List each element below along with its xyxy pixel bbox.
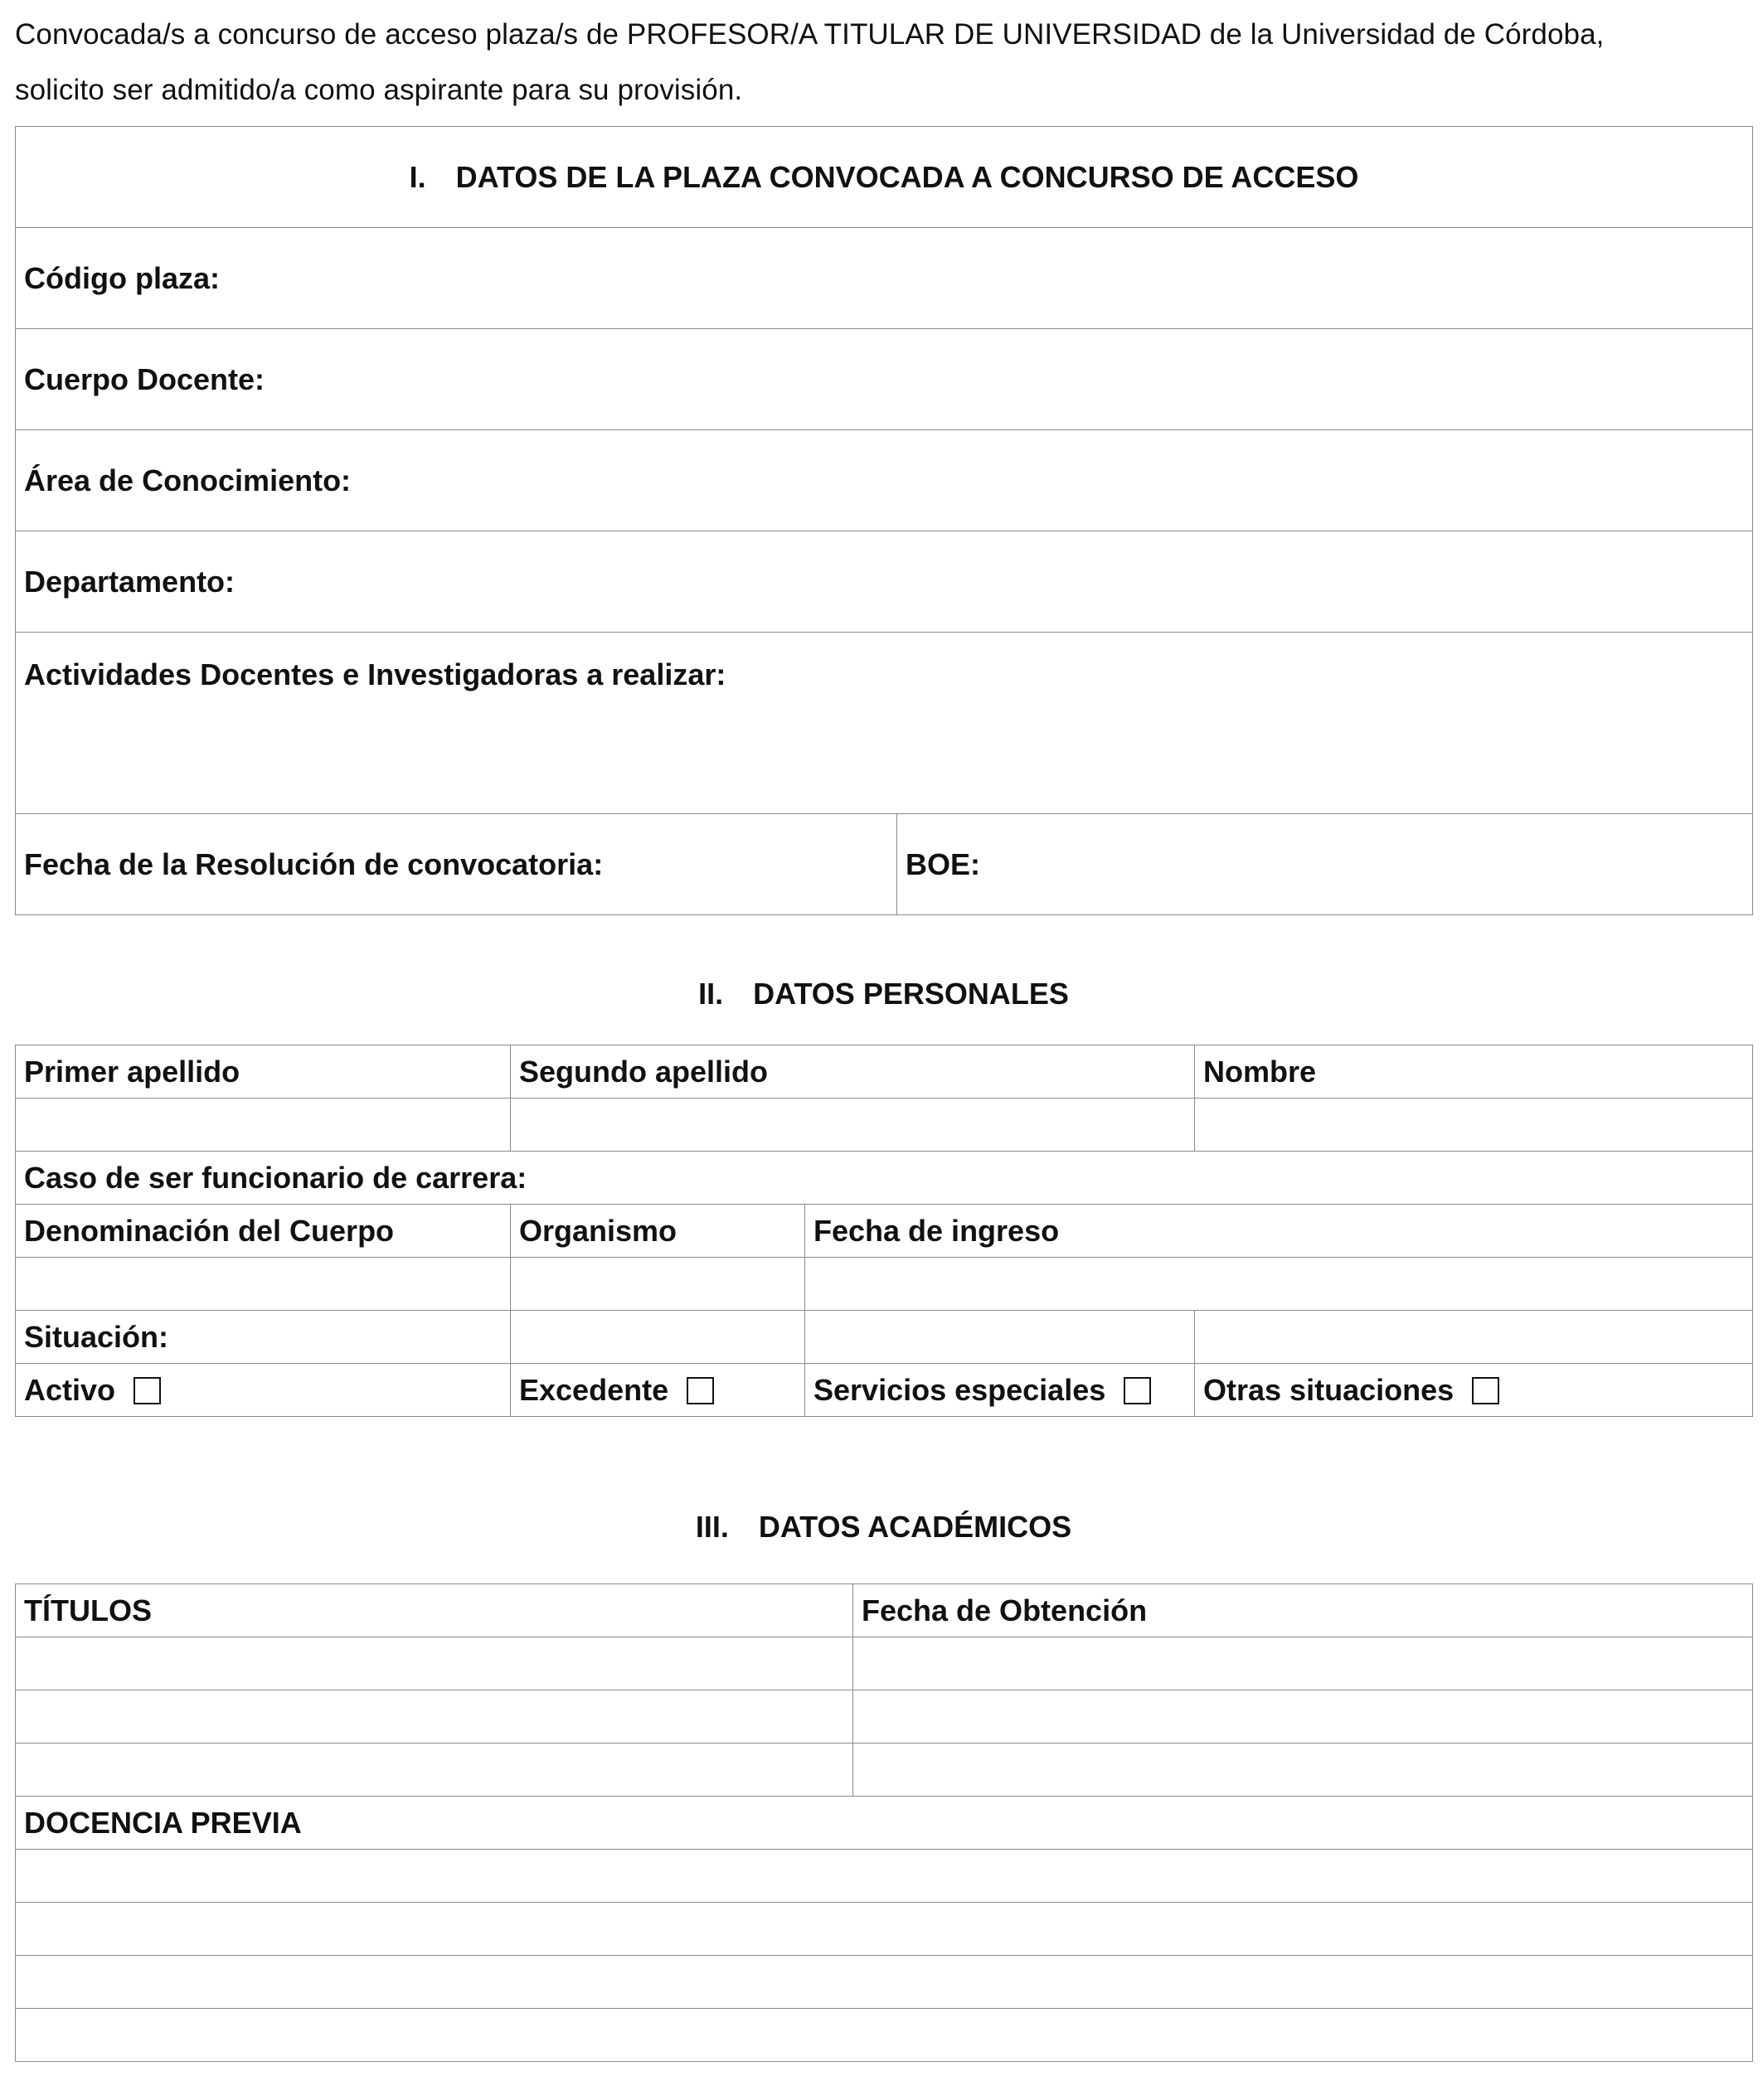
- nombre-header: Nombre: [1195, 1045, 1753, 1098]
- nombre-input[interactable]: [1195, 1098, 1753, 1152]
- organismo-input[interactable]: [511, 1258, 805, 1311]
- otras-checkbox[interactable]: [1472, 1377, 1499, 1404]
- excedente-label: Excedente: [519, 1372, 669, 1407]
- activo-checkbox[interactable]: [134, 1377, 161, 1404]
- fecha-resolucion-label: Fecha de la Resolución de convocatoria:: [24, 846, 604, 881]
- situacion-blank-cell: [805, 1311, 1195, 1364]
- servicios-label: Servicios especiales: [814, 1372, 1106, 1407]
- titulo-input[interactable]: [16, 1744, 853, 1797]
- cuerpo-docente-field[interactable]: [16, 329, 1753, 430]
- section3-heading: [15, 1417, 1752, 1551]
- docencia-input[interactable]: [16, 1956, 1753, 2009]
- primer-apellido-input[interactable]: [16, 1098, 511, 1152]
- section2-heading: [15, 915, 1752, 1018]
- denominacion-input[interactable]: [16, 1258, 511, 1311]
- section3-number: III.: [695, 1510, 729, 1544]
- primer-apellido-header: Primer apellido: [16, 1045, 511, 1098]
- fecha-obtencion-input[interactable]: [853, 1690, 1753, 1744]
- intro-line-2: solicito ser admitido/a como aspirante para su provisión.: [15, 74, 743, 106]
- cuerpo-docente-label: Cuerpo Docente:: [24, 361, 265, 396]
- section2-title: DATOS PERSONALES: [753, 977, 1069, 1011]
- codigo-plaza-label: Código plaza:: [24, 260, 220, 295]
- actividades-field[interactable]: [16, 633, 1753, 814]
- boe-label: BOE:: [906, 846, 980, 881]
- fecha-obtencion-input[interactable]: [853, 1744, 1753, 1797]
- situacion-blank-cell: [1195, 1311, 1753, 1364]
- departamento-label: Departamento:: [24, 564, 236, 599]
- docencia-input[interactable]: [16, 1850, 1753, 1903]
- titulos-header: TÍTULOS: [16, 1584, 853, 1637]
- docencia-input[interactable]: [16, 1903, 1753, 1956]
- activo-label: Activo: [24, 1372, 116, 1407]
- situacion-label: Situación:: [16, 1311, 511, 1364]
- option-excedente: [511, 1364, 805, 1417]
- docencia-input[interactable]: [16, 2009, 1753, 2062]
- option-activo: [16, 1364, 511, 1417]
- fecha-resolucion-field[interactable]: [16, 814, 897, 915]
- fecha-ingreso-input[interactable]: [805, 1258, 1753, 1311]
- application-form: [15, 0, 1752, 2062]
- academic-data-table: [15, 1583, 1753, 2062]
- docencia-previa-header: DOCENCIA PREVIA: [16, 1797, 1753, 1850]
- funcionario-label: Caso de ser funcionario de carrera:: [16, 1152, 1753, 1205]
- personal-data-table: [15, 1045, 1753, 1417]
- organismo-header: Organismo: [511, 1205, 805, 1258]
- actividades-label: Actividades Docentes e Investigadoras a realizar:: [24, 657, 726, 691]
- section2-number: II.: [698, 977, 724, 1011]
- otras-label: Otras situaciones: [1203, 1372, 1455, 1407]
- titulo-input[interactable]: [16, 1637, 853, 1690]
- departamento-field[interactable]: [16, 531, 1753, 633]
- segundo-apellido-header: Segundo apellido: [511, 1045, 1195, 1098]
- intro-line-1: Convocada/s a concurso de acceso plaza/s de PROFESOR/A TITULAR DE UNIVERSIDAD de la Universidad de Córdoba,: [15, 18, 1605, 51]
- section1-heading: [16, 127, 1753, 228]
- servicios-checkbox[interactable]: [1124, 1377, 1151, 1404]
- section1-number: I.: [409, 159, 426, 194]
- option-servicios: [805, 1364, 1195, 1417]
- section1-title: DATOS DE LA PLAZA CONVOCADA A CONCURSO DE ACCESO: [455, 159, 1359, 194]
- segundo-apellido-input[interactable]: [511, 1098, 1195, 1152]
- intro-text: [15, 7, 1752, 118]
- titulo-input[interactable]: [16, 1690, 853, 1744]
- plaza-table: [15, 126, 1753, 915]
- situacion-blank-cell: [511, 1311, 805, 1364]
- fecha-obtencion-header: Fecha de Obtención: [853, 1584, 1753, 1637]
- fecha-obtencion-input[interactable]: [853, 1637, 1753, 1690]
- denominacion-header: Denominación del Cuerpo: [16, 1205, 511, 1258]
- option-otras: [1195, 1364, 1753, 1417]
- section3-title: DATOS ACADÉMICOS: [758, 1510, 1072, 1544]
- area-conocimiento-field[interactable]: [16, 430, 1753, 531]
- excedente-checkbox[interactable]: [687, 1377, 714, 1404]
- fecha-ingreso-header: Fecha de ingreso: [805, 1205, 1753, 1258]
- boe-field[interactable]: [897, 814, 1753, 915]
- area-conocimiento-label: Área de Conocimiento:: [24, 463, 352, 497]
- codigo-plaza-field[interactable]: [16, 228, 1753, 329]
